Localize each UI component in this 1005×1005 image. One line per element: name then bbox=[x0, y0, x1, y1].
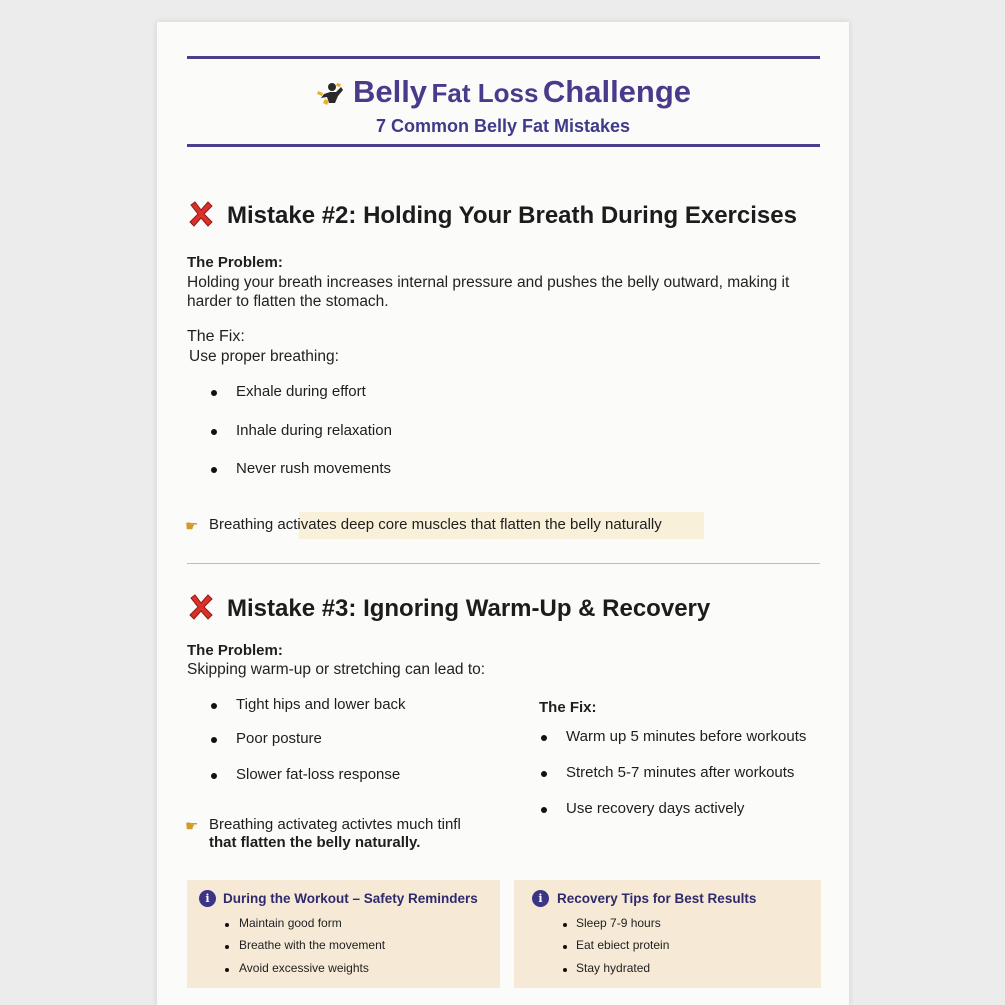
bullet-dot bbox=[563, 945, 567, 949]
recovery-tips-card bbox=[514, 880, 821, 988]
card-item: Stay hydrated bbox=[576, 961, 651, 975]
tip-text-line-2: that flatten the belly naturally. bbox=[209, 834, 421, 851]
fix-label: The Fix: bbox=[187, 328, 245, 345]
card-item: Breathe with the movement bbox=[239, 938, 386, 952]
section-divider bbox=[187, 563, 820, 564]
card-item: Eat ebiect protein bbox=[576, 938, 670, 952]
tip-text-line-1: Breathing activateg activtes much tinfl bbox=[209, 816, 461, 833]
list-item: Tight hips and lower back bbox=[236, 696, 406, 713]
red-cross-icon bbox=[187, 200, 215, 228]
card-item: Maintain good form bbox=[239, 916, 342, 930]
header-bottom-rule bbox=[187, 144, 820, 147]
bullet-dot bbox=[211, 737, 217, 743]
pointing-hand-icon: ☛ bbox=[185, 518, 199, 535]
header-top-rule bbox=[187, 56, 820, 59]
card-title: During the Workout – Safety Reminders bbox=[223, 891, 478, 906]
problem-text: Skipping warm-up or stretching can lead to: bbox=[187, 661, 486, 678]
list-item: Use recovery days actively bbox=[566, 800, 745, 817]
fix-label: The Fix: bbox=[539, 699, 597, 716]
list-item: Poor posture bbox=[236, 730, 322, 747]
mistake-3-heading-text: Mistake #3: Ignoring Warm-Up & Recovery bbox=[227, 595, 711, 622]
problem-label: The Problem: bbox=[187, 642, 283, 659]
flexing-figure-icon bbox=[315, 81, 345, 107]
problem-label: The Problem: bbox=[187, 254, 283, 271]
card-item: Sleep 7-9 hours bbox=[576, 916, 661, 930]
bullet-dot bbox=[541, 807, 547, 813]
info-icon: i bbox=[532, 890, 549, 907]
list-item: Never rush movements bbox=[236, 460, 392, 477]
bullet-dot bbox=[225, 945, 229, 949]
title-word-2: Fat Loss bbox=[431, 78, 539, 108]
bullet-dot bbox=[225, 923, 229, 927]
bullet-dot bbox=[563, 968, 567, 972]
bullet-dot bbox=[541, 771, 547, 777]
document-page bbox=[157, 22, 849, 1005]
problem-text: Holding your breath increases internal pressure and pushes the belly outward, making it harder to flatten the stomach. bbox=[187, 274, 790, 310]
tip-text: Breathing activates deep core muscles that flatten the belly naturally bbox=[209, 516, 662, 533]
card-item: Avoid excessive weights bbox=[239, 961, 369, 975]
mistake-2-heading bbox=[187, 202, 797, 231]
pointing-hand-icon: ☛ bbox=[185, 818, 199, 835]
title-word-1: Belly bbox=[352, 74, 428, 109]
page-subtitle: 7 Common Belly Fat Mistakes bbox=[375, 116, 631, 136]
bullet-dot bbox=[211, 773, 217, 779]
bullet-dot bbox=[211, 467, 217, 473]
bullet-dot bbox=[211, 429, 217, 435]
red-cross-icon bbox=[187, 593, 215, 621]
bullet-dot bbox=[541, 735, 547, 741]
safety-reminders-card bbox=[187, 880, 500, 988]
title-word-3: Challenge bbox=[542, 74, 692, 109]
list-item: Slower fat-loss response bbox=[236, 766, 401, 783]
bullet-dot bbox=[563, 923, 567, 927]
list-item: Warm up 5 minutes before workouts bbox=[566, 728, 807, 745]
bullet-dot bbox=[211, 390, 217, 396]
list-item: Exhale during effort bbox=[236, 383, 366, 400]
card-title: Recovery Tips for Best Results bbox=[557, 891, 757, 906]
bullet-dot bbox=[225, 968, 229, 972]
list-item: Stretch 5-7 minutes after workouts bbox=[566, 764, 795, 781]
list-item: Inhale during relaxation bbox=[236, 422, 392, 439]
bullet-dot bbox=[211, 703, 217, 709]
page-title bbox=[157, 74, 849, 111]
mistake-2-heading-text: Mistake #2: Holding Your Breath During Exercises bbox=[227, 202, 797, 229]
fix-intro: Use proper breathing: bbox=[189, 348, 339, 365]
mistake-3-heading bbox=[187, 595, 710, 624]
info-icon: i bbox=[199, 890, 216, 907]
